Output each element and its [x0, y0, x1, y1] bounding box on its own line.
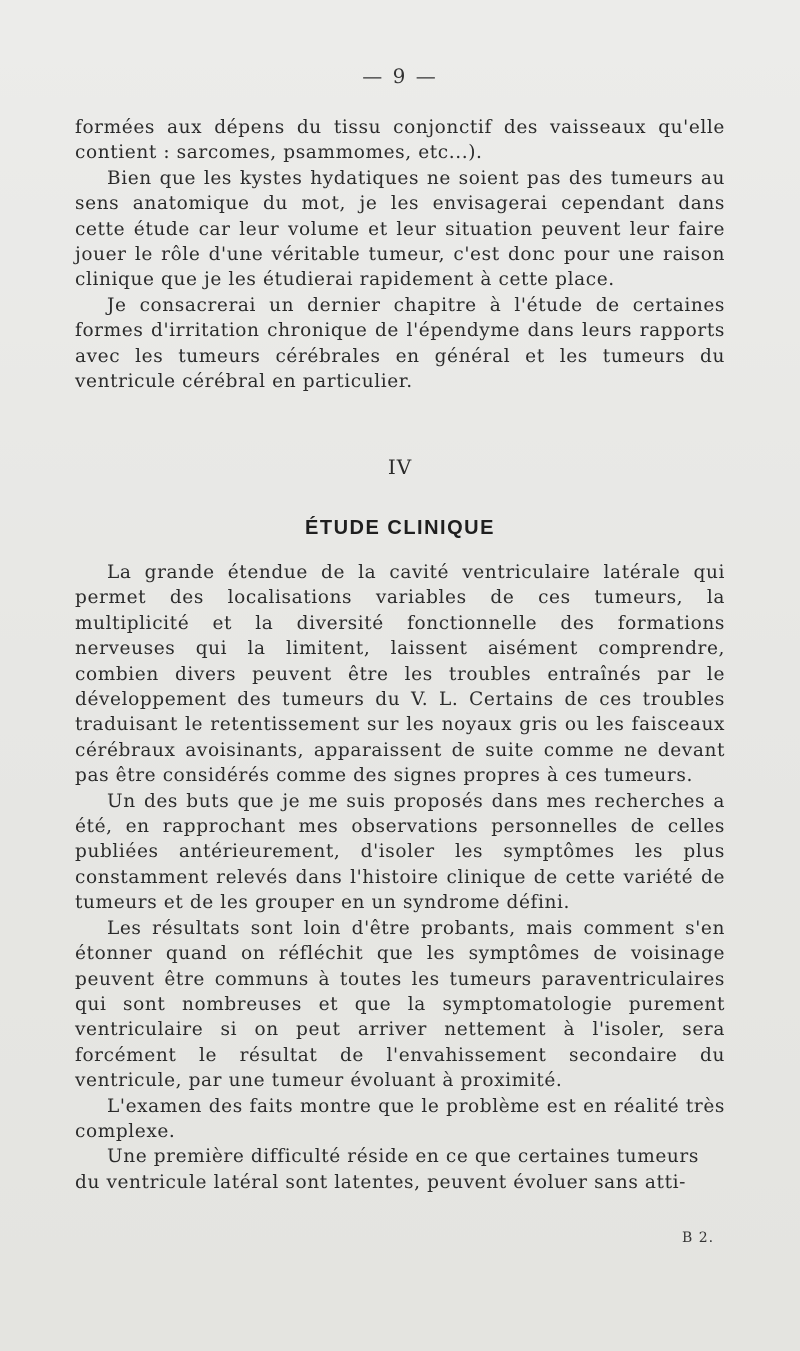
paragraph-intro-1: formées aux dépens du tissu conjonctif des vaisseaux qu'elle contient : sarcomes, psammomes, etc...). — [75, 117, 725, 164]
paragraph-intro-2: Bien que les kystes hydatiques ne soient pas des tumeurs au sens anatomique du mot, je les envisagerai cependant dans cette étude car leur volume et leur situation peuvent leur faire jouer le rôle d'une véritable tumeur, c'est donc pour une raison clinique que je les étudierai rapidement à cette place. — [75, 167, 725, 291]
section-title: ÉTUDE CLINIQUE — [305, 517, 495, 539]
paragraph-body-5: Une première difficulté réside en ce que certaines tumeurs du ventricule latéral sont latentes, peuvent évoluer sans atti- — [75, 1146, 699, 1193]
intro-text — [75, 115, 725, 394]
page-number: — 9 — — [362, 64, 438, 88]
paragraph-intro-3: Je consacrerai un dernier chapitre à l'étude de certaines formes d'irritation chronique de l'épendyme dans leurs rapports avec les tumeurs cérébrales en général et les tumeurs du ventricule cérébral en particulier. — [75, 294, 725, 393]
printer-signature: B 2. — [682, 1230, 715, 1246]
paragraph-body-3: Les résultats sont loin d'être probants, mais comment s'en étonner quand on réfléchit que les symptômes de voisinage peuvent être communs à toutes les tumeurs paraventriculaires qui sont nombreuses et que la symptomatologie purement ventriculaire si on peut arriver nettement à l'isoler, sera forcément le résultat de l'envahissement secondaire du ventricule, par une tumeur évoluant à proximité. — [75, 917, 725, 1092]
body-text — [75, 560, 725, 1195]
section-number: IV — [387, 455, 413, 479]
paragraph-body-1: La grande étendue de la cavité ventriculaire latérale qui permet des localisations variables de ces tumeurs, la multiplicité et la diversité fonctionnelle des formations nerveuses qui la limitent, laissent aisément comprendre, combien divers peuvent être les troubles entraînés par le développement des tumeurs du V. L. Certains de ces troubles traduisant le retentissement sur les noyaux gris ou les faisceaux cérébraux avoisinants, apparaissent de suite comme ne devant pas être considérés comme des signes propres à ces tumeurs. — [75, 562, 725, 787]
paragraph-body-2: Un des buts que je me suis proposés dans mes recherches a été, en rapprochant mes observations personnelles de celles publiées antérieurement, d'isoler les symptômes les plus constamment relevés dans l'histoire clinique de cette variété de tumeurs et de les grouper en un syndrome défini. — [75, 790, 725, 914]
paragraph-body-4: L'examen des faits montre que le problème est en réalité très complexe. — [75, 1095, 725, 1142]
